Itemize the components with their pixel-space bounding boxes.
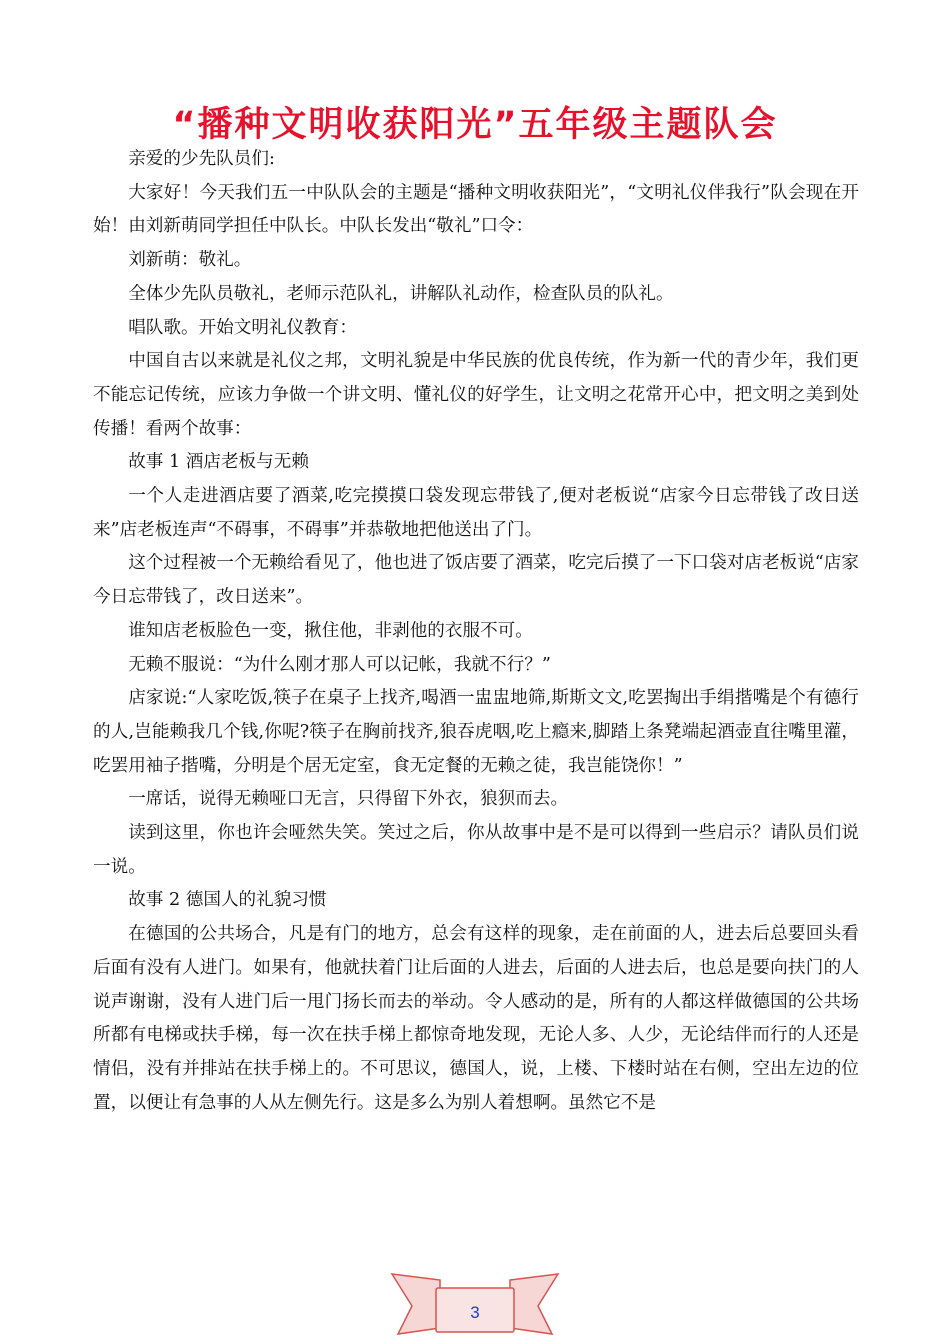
ribbon-left-tail bbox=[392, 1274, 440, 1334]
story-2-heading: 故事 2 德国人的礼貌习惯 bbox=[128, 890, 327, 911]
paragraph-story-1d: 无赖不服说：“为什么刚才那人可以记帐，我就不行？” bbox=[128, 654, 551, 675]
paragraph-story-1b: 这个过程被一个无赖给看见了，他也进了饭店要了酒菜，吃完后摸了一下口袋对店老板说“店家今日忘带钱了，改日送来”。 bbox=[93, 553, 859, 608]
paragraph-opening: 大家好！今天我们五一中队队会的主题是“播种文明收获阳光”，“文明礼仪伴我行”队会现在开始！由刘新萌同学担任中队长。中队长发出“敬礼”口令： bbox=[93, 182, 859, 237]
paragraph-story-1f: 一席话，说得无赖哑口无言，只得留下外衣，狼狈而去。 bbox=[128, 789, 569, 810]
page-number: 3 bbox=[470, 1303, 480, 1322]
document-body bbox=[93, 143, 859, 1120]
paragraph-reflection: 读到这里，你也许会哑然失笑。笑过之后，你从故事中是不是可以得到一些启示？请队员们说一说。 bbox=[93, 823, 859, 877]
paragraph-salute-command: 刘新萌：敬礼。 bbox=[128, 250, 252, 271]
page-footer bbox=[0, 1268, 950, 1344]
paragraph-anthem: 唱队歌。开始文明礼仪教育： bbox=[128, 317, 357, 338]
story-1-heading: 故事 1 酒店老板与无赖 bbox=[128, 452, 309, 473]
paragraph-story-1c: 谁知店老板脸色一变，揪住他，非剥他的衣服不可。 bbox=[128, 620, 533, 641]
document-title: “播种文明收获阳光”五年级主题队会 bbox=[172, 105, 778, 145]
paragraph-story-1e: 店家说:“人家吃饭,筷子在桌子上找齐,喝酒一盅盅地筛,斯斯文文,吃罢掏出手绢揩嘴是个有德行的人,岂能赖我几个钱,你呢?筷子在胸前找齐,狼吞虎咽,吃上瘾来,脚踏上条凳端起酒壶直往嘴里灌，吃罢用袖子揩嘴，分明是个居无定室，食无定餐的无赖之徒，我岂能饶你！” bbox=[93, 688, 859, 776]
paragraph-story-1a: 一个人走进酒店要了酒菜,吃完摸摸口袋发现忘带钱了,便对老板说“店家今日忘带钱了改日送来”店老板连声“不碍事，不碍事”并恭敬地把他送出了门。 bbox=[93, 486, 859, 540]
page-number-ribbon bbox=[0, 1268, 950, 1344]
paragraph-greeting: 亲爱的少先队员们: bbox=[128, 149, 275, 169]
paragraph-intro: 中国自古以来就是礼仪之邦，文明礼貌是中华民族的优良传统，作为新一代的青少年，我们更不能忘记传统，应该力争做一个讲文明、懂礼仪的好学生，让文明之花常开心中，把文明之美到处传播！看两个故事： bbox=[93, 351, 859, 439]
ribbon-right-tail bbox=[510, 1274, 558, 1334]
paragraph-story-2a: 在德国的公共场合，凡是有门的地方，总会有这样的现象，走在前面的人，进去后总要回头看后面有没有人进门。如果有，他就扶着门让后面的人进去，后面的人进去后，也总是要向扶门的人说声谢谢，没有人进门后一甩门扬长而去的举动。令人感动的是，所有的人都这样做德国的公共场所都有电梯或扶手梯，每一次在扶手梯上都惊奇地发现，无论人多、人少，无论结伴而行的人还是情侣，没有并排站在扶手梯上的。不可思议，德国人，说，上楼、下楼时站在右侧，空出左边的位置，以便让有急事的人从左侧先行。这是多么为别人着想啊。虽然它不是 bbox=[93, 924, 859, 1113]
paragraph-salute-all: 全体少先队员敬礼，老师示范队礼，讲解队礼动作，检查队员的队礼。 bbox=[128, 283, 674, 304]
